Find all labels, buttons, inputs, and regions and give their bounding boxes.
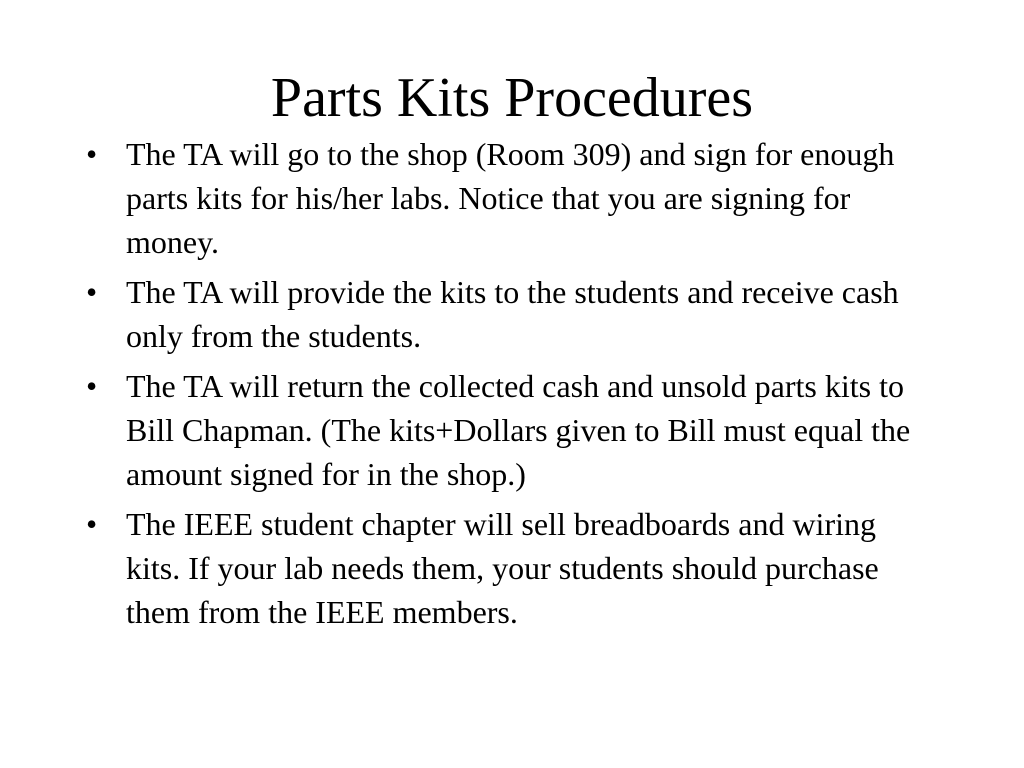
bullet-text: The TA will go to the shop (Room 309) and sign for enough parts kits for his/her labs. Notice that you are signing for money. xyxy=(126,136,895,260)
bullet-item xyxy=(86,364,926,496)
bullet-icon: • xyxy=(86,274,98,310)
bullet-item xyxy=(86,502,926,634)
bullet-item xyxy=(86,132,926,264)
bullet-icon: • xyxy=(86,506,98,542)
bullet-icon: • xyxy=(86,136,98,172)
bullet-list xyxy=(86,132,926,640)
bullet-text: The TA will return the collected cash and unsold parts kits to Bill Chapman. (The kits+Dollars given to Bill must equal the amount signed for in the shop.) xyxy=(126,368,911,492)
bullet-text: The TA will provide the kits to the students and receive cash only from the students. xyxy=(126,274,899,354)
slide-title: Parts Kits Procedures xyxy=(270,67,754,129)
bullet-item xyxy=(86,270,926,358)
bullet-icon: • xyxy=(86,368,98,404)
bullet-text: The IEEE student chapter will sell breadboards and wiring kits. If your lab needs them, your students should purchase them from the IEEE members. xyxy=(126,506,879,630)
